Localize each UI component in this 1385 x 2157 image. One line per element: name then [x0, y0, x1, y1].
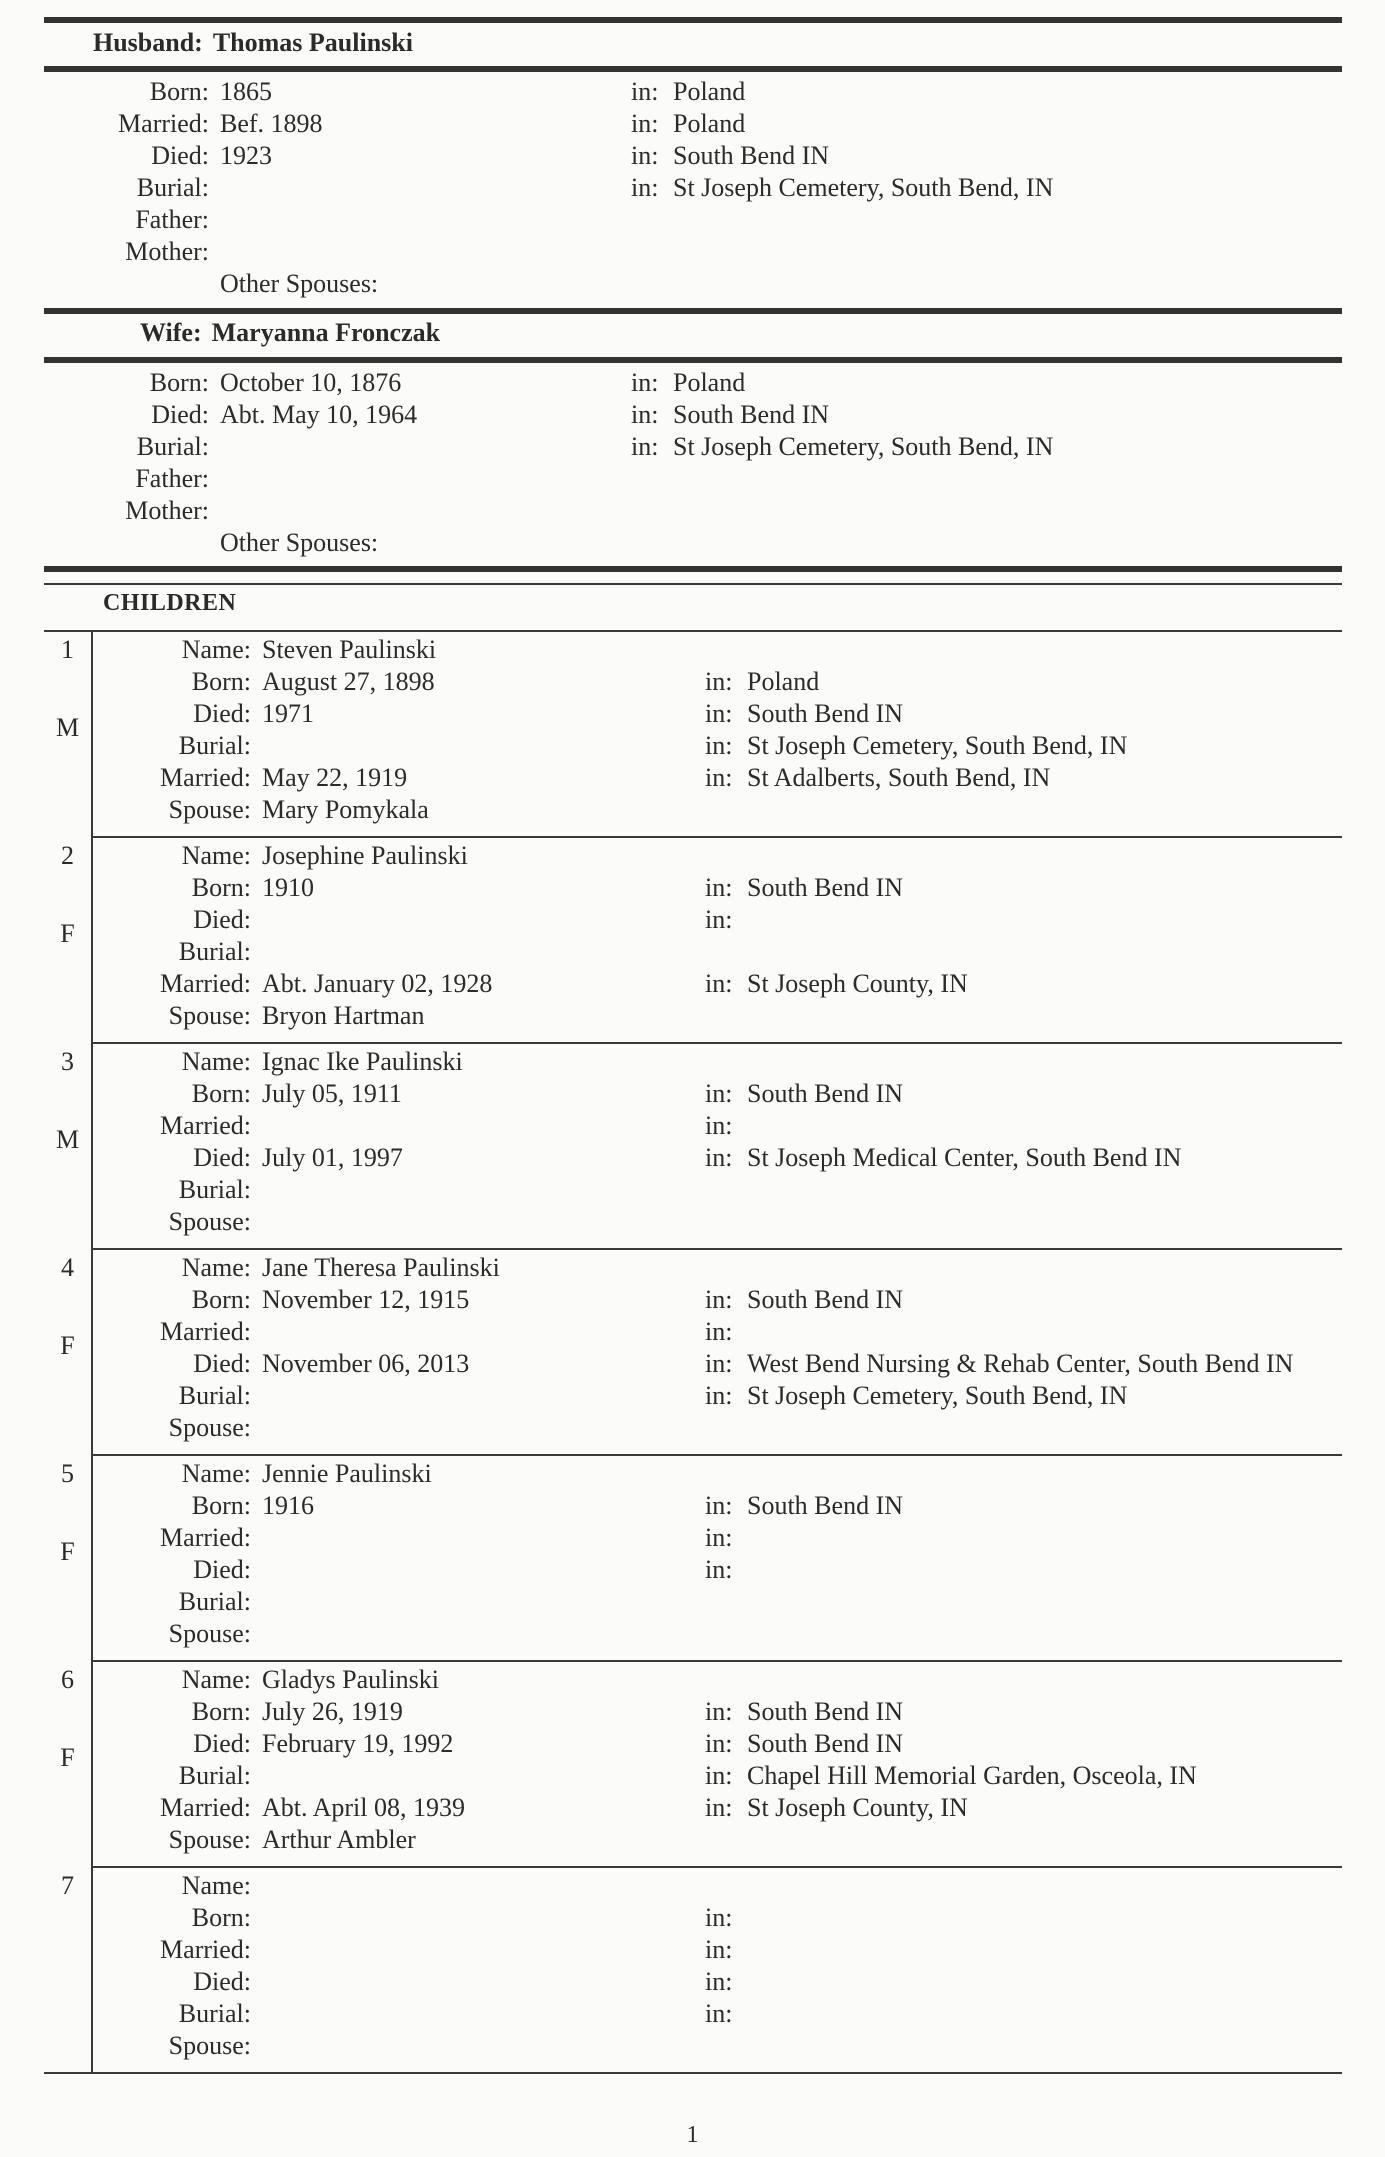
- field-label: Died:: [193, 1555, 251, 1584]
- field-label: Died:: [193, 1143, 251, 1172]
- child-sex: F: [60, 919, 75, 948]
- field-value: July 01, 1997: [262, 1143, 403, 1172]
- field-label: Spouse:: [168, 1413, 251, 1442]
- divider: [44, 17, 1342, 23]
- place-value: Poland: [747, 667, 820, 696]
- field-value: 1971: [262, 699, 314, 728]
- field-value: Abt. April 08, 1939: [262, 1793, 465, 1822]
- child-column-rule: [91, 1249, 93, 1455]
- field-label: Died:: [193, 1967, 251, 1996]
- field-label: Burial:: [178, 1999, 251, 2028]
- child-sex: F: [60, 1743, 75, 1772]
- child-number: 4: [61, 1253, 74, 1282]
- child-sex: M: [55, 713, 80, 742]
- field-value: November 06, 2013: [262, 1349, 470, 1378]
- in-label: in:: [705, 1111, 733, 1140]
- field-value: Mary Pomykala: [262, 795, 429, 824]
- field-value: August 27, 1898: [262, 667, 435, 696]
- in-label: in:: [705, 1935, 733, 1964]
- place-value: South Bend IN: [747, 1285, 903, 1314]
- child-number: 3: [61, 1047, 74, 1076]
- in-label: in:: [631, 173, 659, 202]
- field-label: Married:: [160, 1523, 251, 1552]
- field-label: Died:: [193, 699, 251, 728]
- field-label: Burial:: [178, 1175, 251, 1204]
- in-label: in:: [705, 1967, 733, 1996]
- in-label: in:: [705, 1523, 733, 1552]
- field-label: Married:: [160, 763, 251, 792]
- field-label: Died:: [151, 141, 209, 170]
- child-column-rule: [91, 1043, 93, 1249]
- field-value: Abt. May 10, 1964: [220, 400, 418, 429]
- field-value: February 19, 1992: [262, 1729, 454, 1758]
- place-value: South Bend IN: [747, 1697, 903, 1726]
- field-value: Bef. 1898: [220, 109, 323, 138]
- place-value: South Bend IN: [673, 400, 829, 429]
- field-label: Married:: [160, 1111, 251, 1140]
- field-label: Born:: [191, 1491, 251, 1520]
- in-label: in:: [705, 1999, 733, 2028]
- place-value: South Bend IN: [673, 141, 829, 170]
- field-value: Gladys Paulinski: [262, 1665, 439, 1694]
- child-number: 2: [61, 841, 74, 870]
- field-label: Married:: [160, 1793, 251, 1822]
- field-value: Abt. January 02, 1928: [262, 969, 493, 998]
- field-value: Jennie Paulinski: [262, 1459, 432, 1488]
- child-number: 1: [61, 635, 74, 664]
- in-label: in:: [705, 1381, 733, 1410]
- wife-name: Maryanna Fronczak: [211, 318, 441, 347]
- field-label: Spouse:: [168, 1207, 251, 1236]
- in-label: in:: [631, 368, 659, 397]
- field-label: Born:: [191, 667, 251, 696]
- field-label: Name:: [181, 1871, 251, 1900]
- field-value: 1865: [220, 77, 272, 106]
- page-number: 1: [686, 2122, 699, 2148]
- in-label: in:: [705, 873, 733, 902]
- in-label: in:: [631, 109, 659, 138]
- place-value: St Joseph County, IN: [747, 969, 968, 998]
- field-label: Spouse:: [168, 2031, 251, 2060]
- divider: [44, 566, 1342, 572]
- field-value: July 05, 1911: [262, 1079, 402, 1108]
- field-label: Burial:: [178, 1381, 251, 1410]
- divider: [44, 583, 1342, 585]
- in-label: in:: [705, 1491, 733, 1520]
- child-column-rule: [91, 837, 93, 1043]
- in-label: in:: [705, 1285, 733, 1314]
- in-label: in:: [631, 432, 659, 461]
- field-label: Married:: [160, 1935, 251, 1964]
- field-label: Born:: [191, 1697, 251, 1726]
- field-label: Father:: [135, 205, 209, 234]
- in-label: in:: [705, 699, 733, 728]
- child-column-rule: [91, 1455, 93, 1661]
- child-column-rule: [91, 1661, 93, 1867]
- field-value: Steven Paulinski: [262, 635, 437, 664]
- field-label: Father:: [135, 464, 209, 493]
- field-label: Burial:: [178, 1761, 251, 1790]
- in-label: in:: [705, 1317, 733, 1346]
- child-column-rule: [91, 631, 93, 837]
- place-value: West Bend Nursing & Rehab Center, South Bend IN: [747, 1349, 1294, 1378]
- place-value: South Bend IN: [747, 699, 903, 728]
- field-value: October 10, 1876: [220, 368, 402, 397]
- child-number: 5: [61, 1459, 74, 1488]
- in-label: in:: [705, 1697, 733, 1726]
- wife-header: [140, 318, 440, 348]
- divider: [44, 66, 1342, 72]
- field-label: Name:: [181, 841, 251, 870]
- field-value: Josephine Paulinski: [262, 841, 468, 870]
- place-value: Chapel Hill Memorial Garden, Osceola, IN: [747, 1761, 1197, 1790]
- field-label: Burial:: [136, 432, 209, 461]
- field-label: Burial:: [178, 1587, 251, 1616]
- field-label: Married:: [160, 1317, 251, 1346]
- place-value: South Bend IN: [747, 1079, 903, 1108]
- child-separator: [91, 1248, 1342, 1250]
- in-label: in:: [631, 77, 659, 106]
- field-label: Spouse:: [168, 1619, 251, 1648]
- field-label: Born:: [149, 77, 209, 106]
- field-value: November 12, 1915: [262, 1285, 470, 1314]
- field-label: Name:: [181, 1253, 251, 1282]
- children-top-rule: [44, 630, 1342, 632]
- place-value: St Joseph Cemetery, South Bend, IN: [673, 173, 1054, 202]
- in-label: in:: [705, 1729, 733, 1758]
- field-label: Married:: [160, 969, 251, 998]
- place-value: Poland: [673, 368, 746, 397]
- in-label: in:: [705, 1761, 733, 1790]
- place-value: South Bend IN: [747, 873, 903, 902]
- husband-header: [93, 28, 413, 58]
- field-label: Born:: [191, 1285, 251, 1314]
- place-value: St Joseph Cemetery, South Bend, IN: [673, 432, 1054, 461]
- in-label: in:: [705, 1555, 733, 1584]
- place-value: Poland: [673, 77, 746, 106]
- field-label: Spouse:: [168, 1001, 251, 1030]
- in-label: in:: [705, 969, 733, 998]
- field-value: Bryon Hartman: [262, 1001, 425, 1030]
- child-separator: [91, 1866, 1342, 1868]
- field-label: Name:: [181, 1665, 251, 1694]
- field-label: Born:: [191, 1079, 251, 1108]
- in-label: in:: [631, 400, 659, 429]
- place-value: St Joseph County, IN: [747, 1793, 968, 1822]
- in-label: in:: [705, 1143, 733, 1172]
- field-label: Burial:: [178, 731, 251, 760]
- divider: [44, 357, 1342, 363]
- other-spouses-label: Other Spouses:: [220, 269, 379, 298]
- place-value: South Bend IN: [747, 1729, 903, 1758]
- field-label: Mother:: [125, 496, 209, 525]
- field-value: July 26, 1919: [262, 1697, 403, 1726]
- field-value: 1923: [220, 141, 272, 170]
- in-label: in:: [705, 1349, 733, 1378]
- field-label: Spouse:: [168, 1825, 251, 1854]
- child-separator: [91, 1660, 1342, 1662]
- place-value: South Bend IN: [747, 1491, 903, 1520]
- child-separator: [91, 1042, 1342, 1044]
- wife-header-label: Wife:: [140, 318, 202, 347]
- child-sex: F: [60, 1331, 75, 1360]
- field-value: 1910: [262, 873, 314, 902]
- field-label: Name:: [181, 1047, 251, 1076]
- husband-name: Thomas Paulinski: [212, 28, 413, 57]
- field-label: Mother:: [125, 237, 209, 266]
- divider: [44, 308, 1342, 314]
- place-value: St Joseph Medical Center, South Bend IN: [747, 1143, 1182, 1172]
- children-title: CHILDREN: [103, 590, 237, 616]
- field-value: Arthur Ambler: [262, 1825, 416, 1854]
- field-label: Name:: [181, 635, 251, 664]
- in-label: in:: [705, 1079, 733, 1108]
- place-value: St Joseph Cemetery, South Bend, IN: [747, 731, 1128, 760]
- field-label: Born:: [149, 368, 209, 397]
- field-label: Name:: [181, 1459, 251, 1488]
- child-column-rule: [91, 1867, 93, 2073]
- field-label: Died:: [193, 1349, 251, 1378]
- field-label: Spouse:: [168, 795, 251, 824]
- in-label: in:: [705, 1793, 733, 1822]
- husband-header-label: Husband:: [93, 28, 203, 57]
- in-label: in:: [705, 1903, 733, 1932]
- child-separator: [44, 2072, 1342, 2074]
- place-value: St Adalberts, South Bend, IN: [747, 763, 1051, 792]
- field-value: Jane Theresa Paulinski: [262, 1253, 500, 1282]
- child-sex: F: [60, 1537, 75, 1566]
- field-value: Ignac Ike Paulinski: [262, 1047, 463, 1076]
- other-spouses-label: Other Spouses:: [220, 528, 379, 557]
- field-value: May 22, 1919: [262, 763, 408, 792]
- place-value: St Joseph Cemetery, South Bend, IN: [747, 1381, 1128, 1410]
- field-label: Married:: [118, 109, 209, 138]
- child-sex: M: [55, 1125, 80, 1154]
- child-separator: [91, 836, 1342, 838]
- field-label: Died:: [193, 905, 251, 934]
- place-value: Poland: [673, 109, 746, 138]
- field-label: Born:: [191, 1903, 251, 1932]
- in-label: in:: [705, 731, 733, 760]
- field-value: 1916: [262, 1491, 314, 1520]
- in-label: in:: [705, 667, 733, 696]
- field-label: Burial:: [178, 937, 251, 966]
- child-number: 7: [61, 1871, 74, 1900]
- field-label: Burial:: [136, 173, 209, 202]
- field-label: Born:: [191, 873, 251, 902]
- in-label: in:: [705, 905, 733, 934]
- child-number: 6: [61, 1665, 74, 1694]
- child-separator: [91, 1454, 1342, 1456]
- field-label: Died:: [193, 1729, 251, 1758]
- field-label: Died:: [151, 400, 209, 429]
- in-label: in:: [631, 141, 659, 170]
- in-label: in:: [705, 763, 733, 792]
